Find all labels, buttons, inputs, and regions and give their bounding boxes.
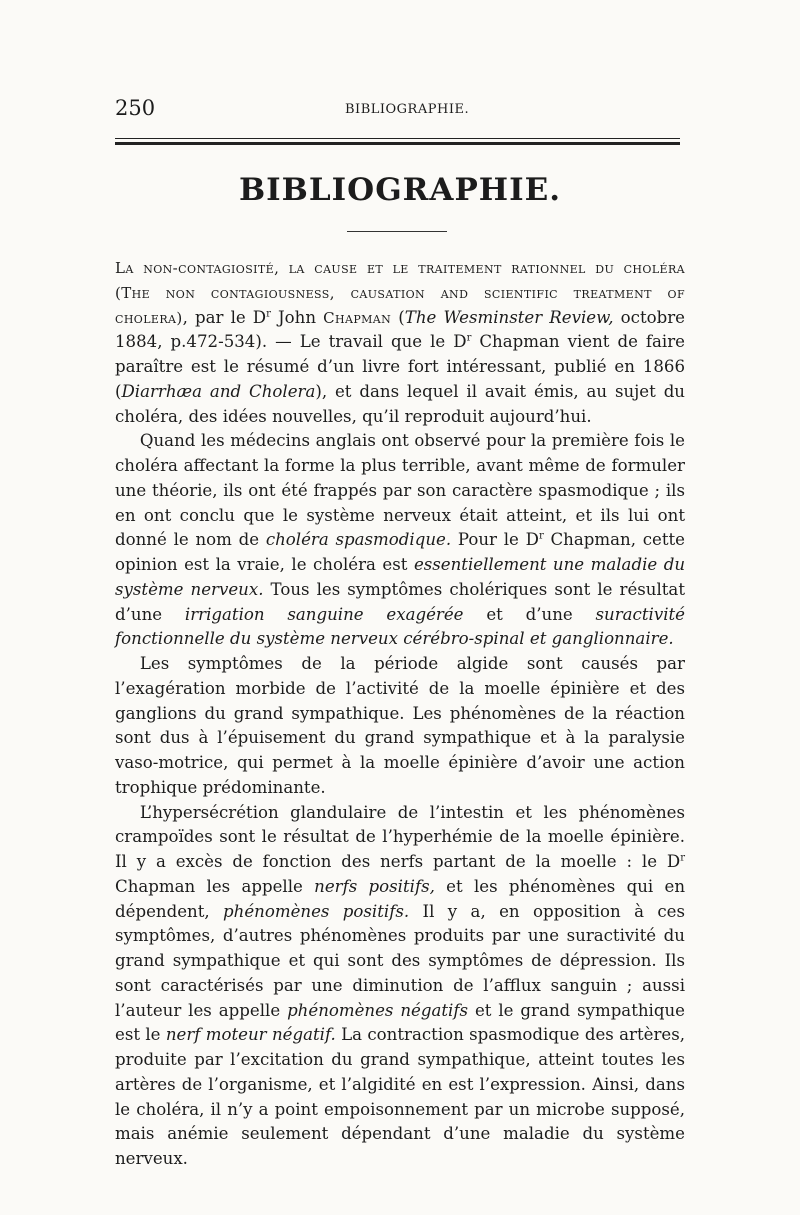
paragraph-4: L’hypersécrétion glandulaire de l’intestin et les phénomènes crampoïdes sont le résultat de l’hyperhémie de la moelle épinière. Il y a excès de fonction des nerfs partant de la moelle : le $D^r$ Chapman les appelle nerfs positifs, et les phénomènes qui en dépendent, phénomènes positifs. Il y a, en opposition à ces symptômes, d’autres phénomènes produits par une suractivité du grand sympathique et qui sont des symptômes de dépression. Ils sont caractérisés par une diminution de l’afflux sanguin ; aussi l’auteur les appelle phénomènes négatifs et le grand sympathique est le nerf moteur négatif. La contraction spasmodique des artères, produite par l’excitation du grand sympathique, atteint toutes les artères de l’organisme, et l’algidité en est l’expression. Ainsi, dans le choléra, il n’y a point empoisonnement par un microbe supposé, mais anémie seulement dépendant d’une maladie du système nerveux. xyxy=(115,802,686,1168)
book-title: Diarrhæa and Cholera xyxy=(121,381,316,401)
paragraph-1: La non-contagiosité, la cause et le traitement rationnel du choléra (The non contagiousness, causation and scientific treatment of cholera), par le $D^r$ John Chapman (The Wesminster Review, octobre 1884, p.472-534). — Le travail que le $D^r$ Chapman vient de faire paraître est le résumé d’un livre fort intéressant, publié en 1866 (Diarrhæa and Cholera), et dans lequel il avait émis, au sujet du choléra, des idées nouvelles, qu’il reproduit aujourd’hui. xyxy=(115,259,685,426)
running-head xyxy=(115,96,685,124)
header-rule-thick xyxy=(115,142,680,145)
article-title-en: (The non contagiousness, causation and scientific treatment of cholera) xyxy=(115,283,685,327)
page-number: 250 xyxy=(115,96,156,120)
body-text xyxy=(115,256,685,1172)
header-rule-thin xyxy=(115,138,680,139)
running-title: BIBLIOGRAPHIE. xyxy=(345,102,470,117)
section-title: BIBLIOGRAPHIE. xyxy=(238,172,562,208)
article-title-fr: La non-contagiosité, la cause et le traitement rationnel du choléra xyxy=(115,259,685,277)
journal-title: The Wesminster Review, xyxy=(404,307,614,327)
paragraph-2: Quand les médecins anglais ont observé pour la première fois le choléra affectant la forme la plus terrible, avant même de formuler une théorie, ils ont été frappés par son caractère spasmodique ; ils en ont conclu que le système nerveux était atteint, et ils lui ont donné le nom de choléra spasmodique. Pour le $D^r$ Chapman, cette opinion est la vraie, le choléra est essentiellement une maladie du système nerveux. Tous les symptômes cholériques sont le résultat d’une irrigation sanguine exagérée et d’une suractivité fonctionnelle du système nerveux cérébro-spinal et ganglionnaire. xyxy=(115,431,686,649)
author-name: Chapman xyxy=(323,308,392,327)
paragraph-3: Les symptômes de la période algide sont causés par l’exagération morbide de l’activité de la moelle épinière et des ganglions du grand sympathique. Les phénomènes de la réaction sont dus à l’épuisement du grand sympathique et à la paralysie vaso-motrice, qui permet à la moelle épinière d’avoir une action trophique prédominante. xyxy=(115,654,685,797)
title-underline xyxy=(347,231,447,232)
